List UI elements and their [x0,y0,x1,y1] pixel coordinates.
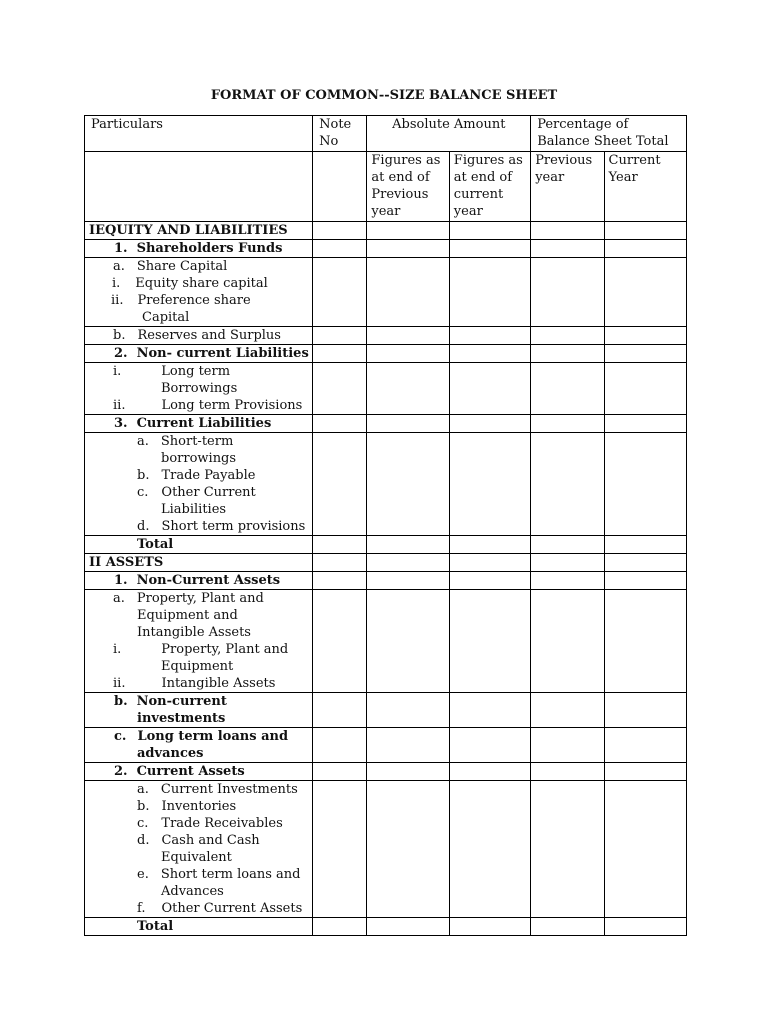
header-note-blank [313,152,367,222]
line-text: Capital [142,310,190,325]
pct-curr-cell [604,433,686,536]
particulars-line [85,415,312,432]
fig-curr-cell [449,363,530,415]
particulars-line [85,363,312,380]
particulars-cell [85,728,313,763]
particulars-line [85,222,312,239]
line-text: Shareholders Funds [136,241,283,256]
particulars-line [85,258,312,275]
note-no-cell [313,345,367,363]
line-text: Share Capital [136,259,228,274]
header-row-2 [85,152,687,222]
fig-curr-cell [449,572,530,590]
particulars-line [85,240,312,257]
fig-curr-cell [449,222,530,240]
pct-prev-cell [531,918,604,936]
pct-curr-cell [604,554,686,572]
fig-prev-cell [367,693,449,728]
note-no-cell [313,693,367,728]
pct-curr-cell [604,327,686,345]
particulars-line [85,450,312,467]
table-row [85,693,687,728]
line-text: Equity share capital [135,276,268,291]
note-no-cell [313,918,367,936]
table-row [85,918,687,936]
pct-curr-cell [604,222,686,240]
particulars-cell [85,327,313,345]
particulars-cell [85,363,313,415]
fig-curr-cell [449,258,530,327]
line-text: investments [137,711,226,726]
line-text: Other Current [161,485,256,500]
fig-prev-cell [367,222,449,240]
particulars-line [85,590,312,607]
fig-curr-cell [449,536,530,554]
fig-prev-cell [367,433,449,536]
line-text: Cash and Cash [161,833,260,848]
line-text: Long term [161,364,231,379]
line-text: Short term loans and [160,867,301,882]
list-marker: a. [137,782,149,797]
particulars-line [85,883,312,900]
line-text: Other Current Assets [161,901,303,916]
list-marker: a. [113,259,125,274]
line-text: Non- current Liabilities [136,346,309,361]
line-text: Short term provisions [161,519,306,534]
fig-curr-cell [449,781,530,918]
header-row-1 [85,116,687,152]
table-row [85,363,687,415]
list-marker: ii. [113,398,126,413]
header-particulars: Particulars [85,116,313,152]
line-text: Inventories [161,799,237,814]
fig-prev-cell [367,258,449,327]
line-text: advances [137,746,204,761]
particulars-line [85,918,312,935]
pct-prev-cell [531,728,604,763]
particulars-cell [85,433,313,536]
particulars-line [85,658,312,675]
line-text: Total [137,537,174,552]
particulars-cell [85,415,313,433]
list-marker: b. [137,799,150,814]
header-fig-prev: Figures as at end of Previous year [367,152,449,222]
pct-prev-cell [531,433,604,536]
line-text: Current Assets [136,764,245,779]
list-marker: 2. [114,346,128,361]
list-marker: 1. [114,573,128,588]
particulars-cell [85,554,313,572]
fig-curr-cell [449,345,530,363]
fig-curr-cell [449,327,530,345]
pct-curr-cell [604,363,686,415]
particulars-line [85,607,312,624]
fig-prev-cell [367,327,449,345]
list-marker: d. [137,833,150,848]
line-text: borrowings [161,451,237,466]
line-text: Property, Plant and [161,642,289,657]
line-text: Long term Provisions [161,398,303,413]
table-row [85,415,687,433]
pct-prev-cell [531,363,604,415]
fig-prev-cell [367,240,449,258]
particulars-line [85,693,312,710]
particulars-line [85,832,312,849]
pct-prev-cell [531,781,604,918]
list-marker: ii. [113,676,126,691]
note-no-cell [313,222,367,240]
pct-curr-cell [604,536,686,554]
particulars-line [85,554,312,571]
particulars-line [85,849,312,866]
list-marker: f. [137,901,146,916]
particulars-line [85,900,312,917]
line-text: Property, Plant and [136,591,264,606]
note-no-cell [313,781,367,918]
particulars-line [85,275,312,292]
particulars-cell [85,536,313,554]
line-text: Current Liabilities [136,416,272,431]
pct-prev-cell [531,258,604,327]
note-no-cell [313,363,367,415]
line-text: Total [137,919,174,934]
particulars-line [85,433,312,450]
note-no-cell [313,763,367,781]
particulars-cell [85,572,313,590]
fig-curr-cell [449,554,530,572]
table-row [85,554,687,572]
note-no-cell [313,433,367,536]
note-no-cell [313,240,367,258]
particulars-line [85,641,312,658]
line-text: Liabilities [161,502,227,517]
pct-curr-cell [604,728,686,763]
particulars-cell [85,590,313,693]
fig-prev-cell [367,345,449,363]
particulars-line [85,728,312,745]
note-no-cell [313,536,367,554]
particulars-line [85,798,312,815]
particulars-line [85,518,312,535]
header-note-no: Note No [313,116,367,152]
fig-curr-cell [449,693,530,728]
line-text: Trade Receivables [161,816,283,831]
table-row [85,572,687,590]
pct-curr-cell [604,572,686,590]
particulars-cell [85,222,313,240]
particulars-line [85,380,312,397]
pct-curr-cell [604,918,686,936]
line-text: Trade Payable [161,468,256,483]
fig-curr-cell [449,415,530,433]
pct-prev-cell [531,327,604,345]
list-marker: c. [114,729,127,744]
list-marker: b. [114,694,128,709]
particulars-line [85,815,312,832]
fig-curr-cell [449,240,530,258]
line-text: Intangible Assets [161,676,276,691]
header-pct-prev: Previous year [531,152,604,222]
pct-curr-cell [604,763,686,781]
balance-sheet-table [84,115,687,936]
particulars-cell [85,781,313,918]
fig-curr-cell [449,590,530,693]
note-no-cell [313,590,367,693]
particulars-line [85,675,312,692]
line-text: Borrowings [161,381,238,396]
list-marker: i. [113,364,122,379]
line-text: Equipment and [137,608,238,623]
note-no-cell [313,258,367,327]
list-marker: c. [137,816,149,831]
particulars-line [85,710,312,727]
pct-curr-cell [604,693,686,728]
list-marker: a. [113,591,125,606]
pct-prev-cell [531,536,604,554]
line-text: Equipment [161,659,234,674]
list-marker: b. [137,468,150,483]
table-row [85,240,687,258]
particulars-line [85,467,312,484]
list-marker: c. [137,485,149,500]
particulars-cell [85,258,313,327]
particulars-line [85,536,312,553]
pct-prev-cell [531,240,604,258]
pct-prev-cell [531,345,604,363]
line-text: Non-current [136,694,227,709]
pct-prev-cell [531,222,604,240]
pct-curr-cell [604,781,686,918]
pct-prev-cell [531,763,604,781]
list-marker: 3. [114,416,128,431]
pct-prev-cell [531,572,604,590]
particulars-cell [85,763,313,781]
fig-prev-cell [367,918,449,936]
line-text: Intangible Assets [137,625,251,640]
particulars-line [85,781,312,798]
line-text: Current Investments [160,782,298,797]
pct-curr-cell [604,345,686,363]
particulars-line [85,309,312,326]
fig-prev-cell [367,590,449,693]
list-marker: i. [112,276,121,291]
list-marker: 1. [114,241,128,256]
note-no-cell [313,554,367,572]
table-row [85,728,687,763]
particulars-line [85,572,312,589]
fig-prev-cell [367,554,449,572]
particulars-cell [85,918,313,936]
line-text: Reserves and Surplus [137,328,281,343]
fig-prev-cell [367,572,449,590]
particulars-cell [85,240,313,258]
fig-prev-cell [367,536,449,554]
particulars-line [85,345,312,362]
fig-curr-cell [449,918,530,936]
table-row [85,258,687,327]
list-marker: ii. [111,293,124,308]
line-text: Short-term [160,434,234,449]
pct-curr-cell [604,590,686,693]
pct-prev-cell [531,693,604,728]
pct-prev-cell [531,590,604,693]
particulars-line [85,327,312,344]
particulars-line [85,484,312,501]
note-no-cell [313,327,367,345]
particulars-cell [85,693,313,728]
table-row [85,590,687,693]
document-title: FORMAT OF COMMON--SIZE BALANCE SHEET [210,88,558,103]
fig-prev-cell [367,781,449,918]
table-row [85,327,687,345]
header-pct-curr: Current Year [604,152,686,222]
fig-prev-cell [367,728,449,763]
particulars-line [85,745,312,762]
line-text: II ASSETS [89,555,164,570]
table-row [85,345,687,363]
note-no-cell [313,728,367,763]
line-text: Equivalent [161,850,232,865]
header-percentage: Percentage of Balance Sheet Total [531,116,687,152]
particulars-line [85,624,312,641]
list-marker: a. [137,434,149,449]
line-text: IEQUITY AND LIABILITIES [89,223,288,238]
header-blank [85,152,313,222]
pct-curr-cell [604,415,686,433]
list-marker: b. [113,328,126,343]
pct-prev-cell [531,554,604,572]
list-marker: d. [137,519,150,534]
table-row [85,781,687,918]
line-text: Advances [161,884,224,899]
note-no-cell [313,415,367,433]
particulars-line [85,397,312,414]
list-marker: i. [113,642,122,657]
list-marker: e. [137,867,149,882]
particulars-line [85,866,312,883]
fig-curr-cell [449,728,530,763]
particulars-cell [85,345,313,363]
table-row [85,763,687,781]
particulars-line [85,292,312,309]
table-row [85,536,687,554]
note-no-cell [313,572,367,590]
pct-curr-cell [604,240,686,258]
particulars-line [85,763,312,780]
fig-prev-cell [367,415,449,433]
pct-curr-cell [604,258,686,327]
fig-curr-cell [449,433,530,536]
header-fig-curr: Figures as at end of current year [449,152,530,222]
particulars-line [85,501,312,518]
fig-prev-cell [367,363,449,415]
line-text: Long term loans and [137,729,289,744]
line-text: Preference share [137,293,251,308]
list-marker: 2. [114,764,128,779]
pct-prev-cell [531,415,604,433]
line-text: Non-Current Assets [136,573,281,588]
table-row [85,433,687,536]
fig-prev-cell [367,763,449,781]
header-absolute-amount: Absolute Amount [367,116,531,152]
table-row [85,222,687,240]
fig-curr-cell [449,763,530,781]
